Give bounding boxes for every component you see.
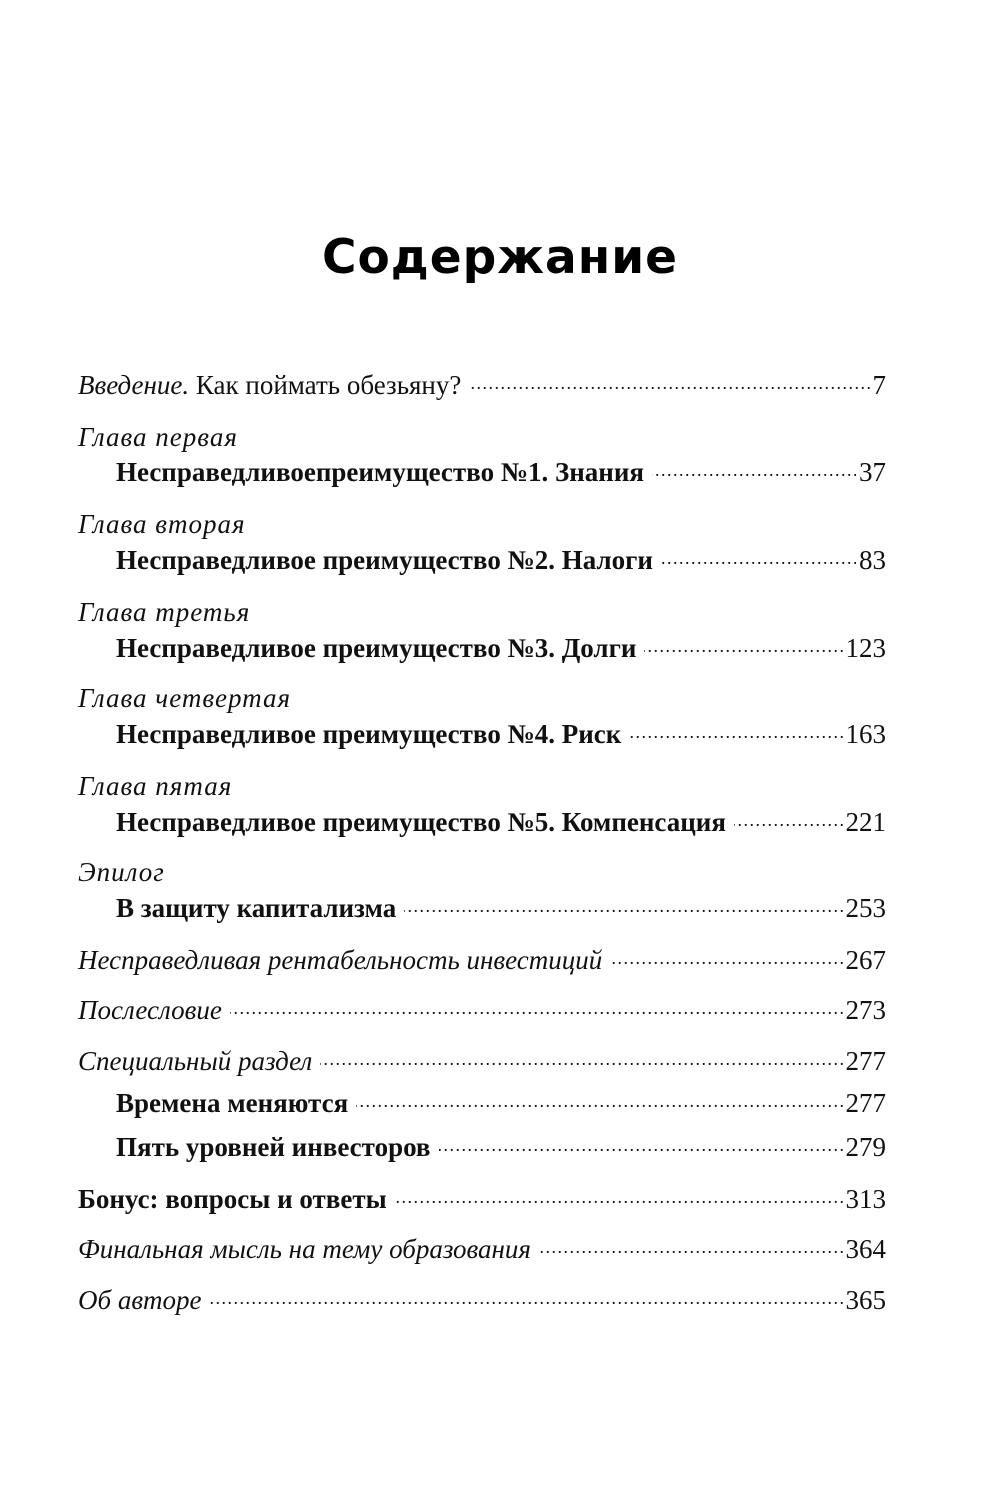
toc-entry-chapter-5[interactable] [116, 802, 886, 842]
toc-entry-label: Несправедливоепреимущество №1. Знания [116, 457, 644, 487]
toc-page-number: 267 [845, 945, 886, 975]
toc-entry-afterword[interactable] [78, 990, 886, 1030]
toc-entry-label: В защиту капитализма [116, 893, 397, 923]
dot-leader [539, 1231, 843, 1258]
toc-page-number: 123 [845, 633, 886, 663]
dot-leader [395, 1181, 843, 1208]
toc-page-number: 7 [872, 370, 886, 400]
toc-entry-label: Введение. Как поймать обезьяну? [78, 370, 462, 400]
toc-entry-times-change[interactable] [116, 1083, 886, 1123]
dot-leader [320, 1043, 842, 1070]
toc-entry-label: Пять уровней инвесторов [116, 1132, 431, 1162]
dot-leader [439, 1129, 843, 1156]
toc-entry-final-thought[interactable] [78, 1229, 886, 1269]
epilogue-heading: Эпилог [78, 857, 165, 887]
dot-leader [356, 1085, 842, 1112]
dot-leader [404, 890, 842, 917]
toc-page-number: 365 [845, 1285, 886, 1315]
toc-entry-label: Специальный раздел [78, 1046, 313, 1076]
toc-page-number: 364 [845, 1234, 886, 1264]
chapter-heading: Глава четвертая [78, 683, 292, 713]
toc-entry-label: Послесловие [78, 995, 222, 1025]
toc-entry-unfair-return[interactable] [78, 940, 886, 980]
toc-page-number: 277 [845, 1088, 886, 1118]
toc-page-number: 273 [845, 995, 886, 1025]
toc-entry-label: Несправедливое преимущество №5. Компенсация [116, 807, 726, 837]
toc-entry-label: Несправедливое преимущество №4. Риск [116, 719, 622, 749]
dot-leader [661, 542, 856, 569]
toc-page-number: 279 [845, 1132, 886, 1162]
toc-entry-label: Финальная мысль на тему образования [78, 1234, 531, 1264]
dot-leader [610, 942, 842, 969]
toc-entry-label: Несправедливая рентабельность инвестиций [78, 945, 603, 975]
dot-leader [629, 716, 842, 743]
toc-page-number: 253 [845, 893, 886, 923]
toc-entry-label: Об авторе [78, 1285, 202, 1315]
dot-leader [652, 454, 856, 481]
toc-entry-five-levels[interactable] [116, 1127, 886, 1167]
toc-entry-epilogue[interactable] [116, 888, 886, 928]
toc-entry-chapter-1[interactable] [116, 452, 886, 492]
page-title: Содержание [321, 230, 679, 285]
toc-page-number: 221 [845, 807, 886, 837]
toc-entry-label: Времена меняются [116, 1088, 349, 1118]
toc-entry-label: Несправедливое преимущество №3. Долги [116, 633, 637, 663]
toc-page-number: 83 [859, 545, 886, 575]
dot-leader [644, 630, 842, 657]
toc-page-number: 37 [859, 457, 886, 487]
toc-page-number: 277 [845, 1046, 886, 1076]
dot-leader [230, 992, 843, 1019]
toc-entry-label: Несправедливое преимущество №2. Налоги [116, 545, 653, 575]
dot-leader [734, 804, 843, 831]
chapter-heading: Глава третья [78, 597, 251, 627]
toc-entry-chapter-2[interactable] [116, 540, 886, 580]
toc-page-number: 313 [845, 1184, 886, 1214]
dot-leader [469, 367, 869, 394]
toc-entry-label: Бонус: вопросы и ответы [78, 1184, 387, 1214]
toc-entry-intro[interactable] [78, 365, 886, 405]
toc-entry-special-section[interactable] [78, 1041, 886, 1081]
chapter-heading: Глава пятая [78, 771, 233, 801]
toc-entry-chapter-4[interactable] [116, 714, 886, 754]
toc-entry-about-author[interactable] [78, 1280, 886, 1320]
dot-leader [210, 1282, 843, 1309]
chapter-heading: Глава вторая [78, 509, 246, 539]
chapter-heading: Глава первая [78, 422, 238, 452]
toc-entry-chapter-3[interactable] [116, 628, 886, 668]
toc-entry-bonus[interactable] [78, 1179, 886, 1219]
toc-page-number: 163 [845, 719, 886, 749]
